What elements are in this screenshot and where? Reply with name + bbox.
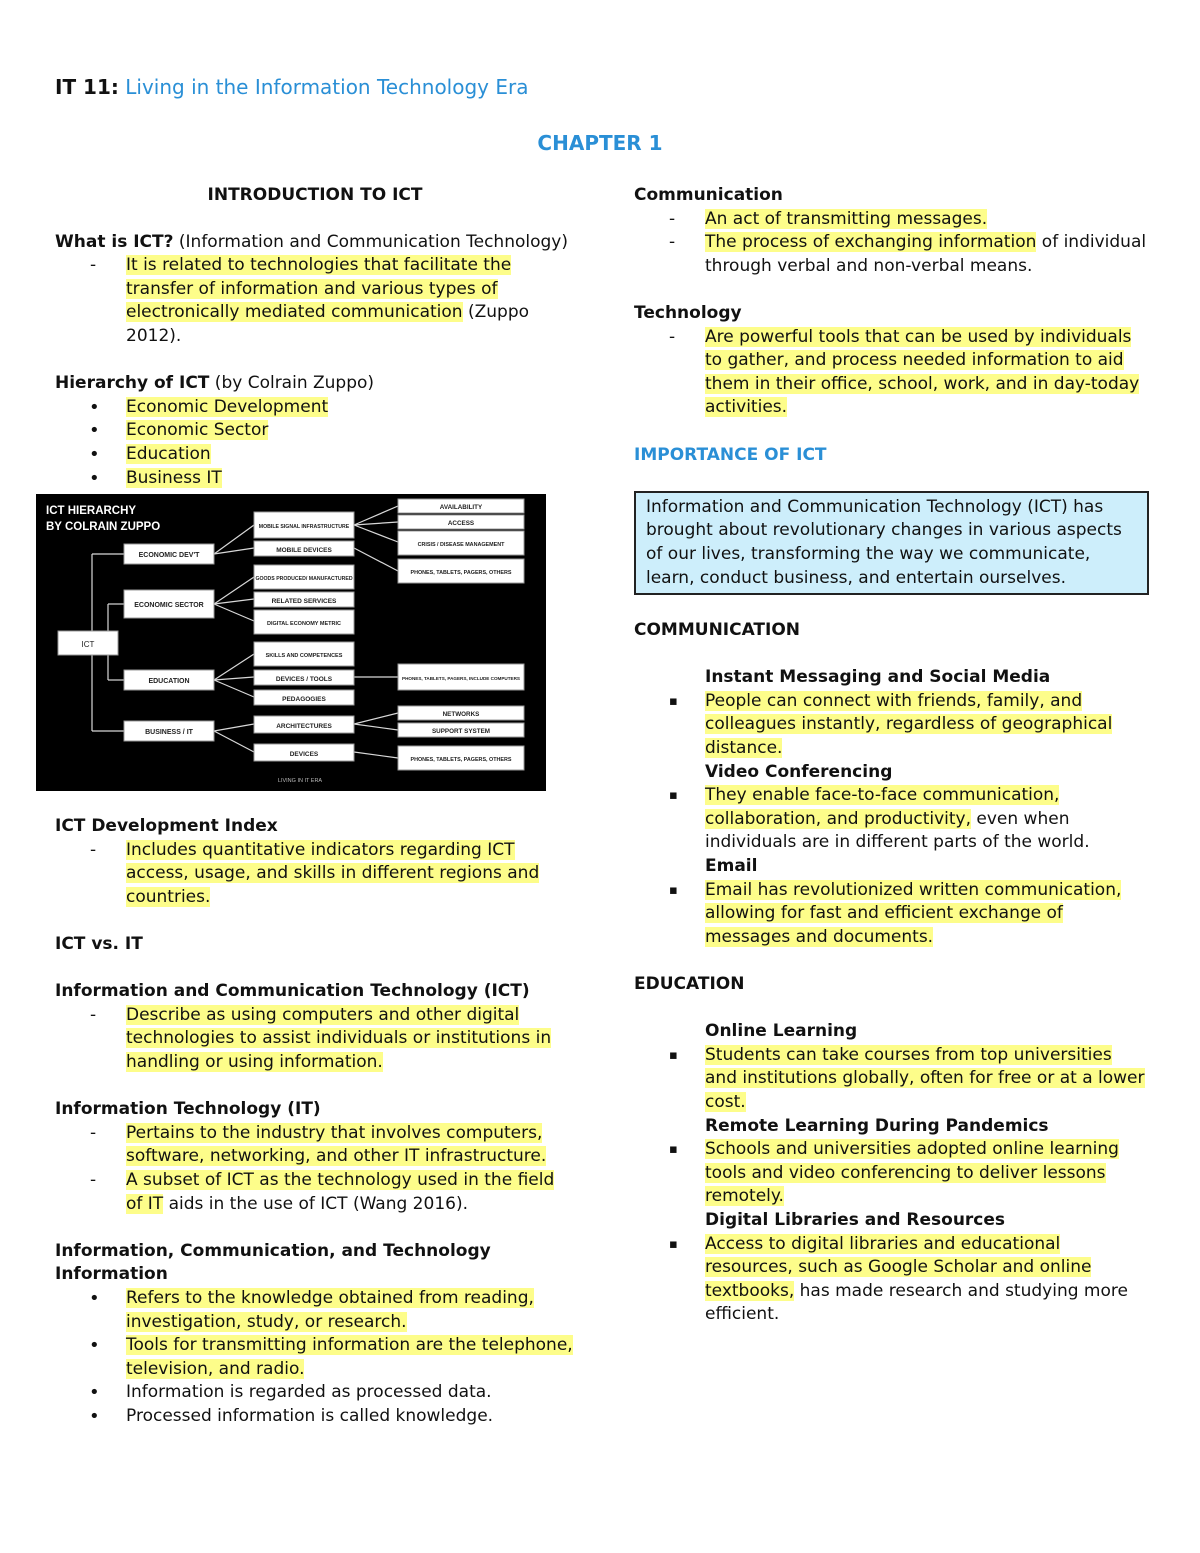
list-item: - It is related to technologies that facilitate the transfer of information and various types of electronically mediated communication (Zuppo 2012). <box>55 254 575 348</box>
list-item: - An act of transmitting messages. <box>634 208 1149 232</box>
diagram-connector <box>354 713 398 724</box>
hierarchy-list <box>55 396 575 490</box>
list-item: ▪ Email has revolutionized written communication, allowing for fast and efficient exchange of messages and documents. <box>634 879 1149 950</box>
list-item: • Information is regarded as processed data. <box>55 1381 575 1405</box>
list-item: - Includes quantitative indicators regarding ICT access, usage, and skills in different regions and countries. <box>55 839 575 910</box>
list-item: ▪ They enable face-to-face communication, collaboration, and productivity, even when individuals are in different parts of the world. <box>634 784 1149 855</box>
it-definition-term: Information Technology (IT) <box>55 1099 321 1120</box>
diagram-title-line1: ICT HIERARCHY <box>46 505 137 518</box>
what-is-ict-paren: (Information and Communication Technology) <box>173 231 568 252</box>
list-item: ▪ Schools and universities adopted online learning tools and video conferencing to deliver lessons remotely. <box>634 1138 1149 1209</box>
diagram-node-label: MOBILE SIGNAL INFRASTRUCTURE <box>258 524 350 531</box>
diagram-connector <box>214 680 254 697</box>
diagram-node-label: DEVICES <box>289 751 319 759</box>
hierarchy-section <box>55 372 575 490</box>
diagram-node-label: SKILLS AND COMPETENCES <box>265 653 343 660</box>
chapter-title: CHAPTER 1 <box>537 131 663 155</box>
diagram-node-label: AVAILABILITY <box>439 504 483 512</box>
communication-definition-section <box>634 184 1149 278</box>
diagram-node-label: GOODS PRODUCED/ MANUFACTURED <box>255 576 353 583</box>
list-item: • Education <box>55 443 575 467</box>
ict-vs-it-heading: ICT vs. IT <box>55 934 143 955</box>
education-subsections <box>634 1020 1149 1327</box>
subsection-title: Online Learning <box>705 1021 858 1042</box>
ict-hierarchy-diagram <box>36 494 546 791</box>
diagram-connector <box>214 604 254 621</box>
diagram-connector <box>214 525 254 554</box>
diagram-connector <box>354 548 398 571</box>
subsection-title: Video Conferencing <box>705 761 893 782</box>
idi-section <box>55 815 575 909</box>
diagram-footer: LIVING IN IT ERA <box>277 778 323 785</box>
diagram-connector <box>354 752 398 758</box>
importance-callout: Information and Communication Technology (ICT) has brought about revolutionary changes in various aspects of our lives, transforming the way we communicate, learn, conduct business, and entertain ourselves. <box>634 491 1149 595</box>
diagram-node-label: PEDAGOGIES <box>282 696 326 704</box>
ict-information-term: Information, Communication, and Technology Information <box>55 1240 491 1285</box>
diagram-connector <box>214 654 254 680</box>
communication-subsections <box>634 666 1149 949</box>
diagram-node-label: RELATED SERVICES <box>271 598 337 606</box>
diagram-connector <box>214 731 254 752</box>
header-separator: : <box>110 75 119 99</box>
diagram-root-label: ICT <box>81 640 95 650</box>
technology-term: Technology <box>634 302 742 323</box>
diagram-node-label: ECONOMIC SECTOR <box>134 602 204 610</box>
course-title: Living in the Information Technology Era <box>125 75 529 99</box>
ict-information-section <box>55 1240 575 1429</box>
list-item: • Refers to the knowledge obtained from reading, investigation, study, or research. <box>55 1287 575 1334</box>
list-item: - A subset of ICT as the technology used in the field of IT aids in the use of ICT (Wang 2016). <box>55 1169 575 1216</box>
hierarchy-term: Hierarchy of ICT <box>55 373 210 394</box>
diagram-node-label: PHONES, TABLETS, PAGERS, OTHERS <box>410 757 512 764</box>
what-is-ict-term: What is ICT? <box>55 231 174 252</box>
intro-heading: INTRODUCTION TO ICT <box>207 185 423 205</box>
list-item: • Economic Development <box>55 396 575 420</box>
subsection-title: Remote Learning During Pandemics <box>705 1115 1049 1136</box>
what-is-ict-section <box>55 231 575 349</box>
list-item: • Processed information is called knowledge. <box>55 1405 575 1429</box>
list-item: ▪ Students can take courses from top universities and institutions globally, often for free or at a lower cost. <box>634 1044 1149 1115</box>
subsection-title: Digital Libraries and Resources <box>705 1209 1006 1230</box>
technology-definition-section <box>634 302 1149 420</box>
what-is-ict-list <box>55 254 575 348</box>
diagram-connector <box>214 548 254 554</box>
diagram-connector <box>354 525 398 542</box>
idi-term: ICT Development Index <box>55 816 278 837</box>
diagram-node-label: CRISIS / DISEASE MANAGEMENT <box>417 542 505 549</box>
diagram-title-line2: BY COLRAIN ZUPPO <box>46 521 161 534</box>
list-item: ▪ Access to digital libraries and educational resources, such as Google Scholar and online textbooks, has made research and studying more efficient. <box>634 1233 1149 1327</box>
left-column <box>46 184 575 1429</box>
list-item: ▪ People can connect with friends, family, and colleagues instantly, regardless of geographical distance. <box>634 690 1149 761</box>
list-item: - Describe as using computers and other digital technologies to assist individuals or institutions in handling or using information. <box>55 1004 575 1075</box>
diagram-node-label: PHONES, TABLETS, PAGERS, OTHERS <box>410 570 512 577</box>
list-item: • Tools for transmitting information are the telephone, television, and radio. <box>55 1334 575 1381</box>
list-item: • Economic Sector <box>55 419 575 443</box>
diagram-node-label: SUPPORT SYSTEM <box>431 728 491 736</box>
diagram-connector <box>354 724 398 730</box>
list-item: • Business IT <box>55 467 575 491</box>
diagram-node-label: EDUCATION <box>148 678 190 686</box>
list-item: - Are powerful tools that can be used by individuals to gather, and process needed information to aid them in their office, school, work, and in day-today activities. <box>634 326 1149 420</box>
hierarchy-paren: (by Colrain Zuppo) <box>209 373 375 394</box>
diagram-node-label: ARCHITECTURES <box>276 723 332 731</box>
diagram-node-label: DEVICES / TOOLS <box>275 676 333 684</box>
diagram-node-label: ECONOMIC DEV'T <box>138 552 200 560</box>
subsection-title: Instant Messaging and Social Media <box>705 667 1051 688</box>
diagram-node-label: NETWORKS <box>442 711 480 719</box>
ict-definition-section <box>55 980 575 1074</box>
document-header <box>55 74 528 100</box>
it-definition-section <box>55 1098 575 1216</box>
list-item: - Pertains to the industry that involves computers, software, networking, and other IT infrastructure. <box>55 1122 575 1169</box>
list-item: - The process of exchanging information of individual through verbal and non-verbal means. <box>634 231 1149 278</box>
diagram-node-label: DIGITAL ECONOMY METRIC <box>267 621 341 628</box>
education-heading: EDUCATION <box>634 974 745 994</box>
diagram-node-label: ACCESS <box>447 520 475 528</box>
diagram-connector <box>214 677 254 680</box>
right-column <box>634 184 1149 1327</box>
diagram-node-label: MOBILE DEVICES <box>276 547 332 555</box>
ict-definition-term: Information and Communication Technology (ICT) <box>55 981 530 1002</box>
diagram-connector <box>214 724 254 731</box>
importance-heading: IMPORTANCE OF ICT <box>634 444 827 465</box>
communication-term: Communication <box>634 185 783 205</box>
diagram-node-label: BUSINESS / IT <box>145 729 193 737</box>
diagram-node-label: PHONES, TABLETS, PAGERS, INCLUDE COMPUTERS <box>402 676 520 682</box>
subsection-title: Email <box>705 856 758 877</box>
communication-heading: COMMUNICATION <box>634 620 801 641</box>
course-code: IT 11 <box>55 75 111 99</box>
